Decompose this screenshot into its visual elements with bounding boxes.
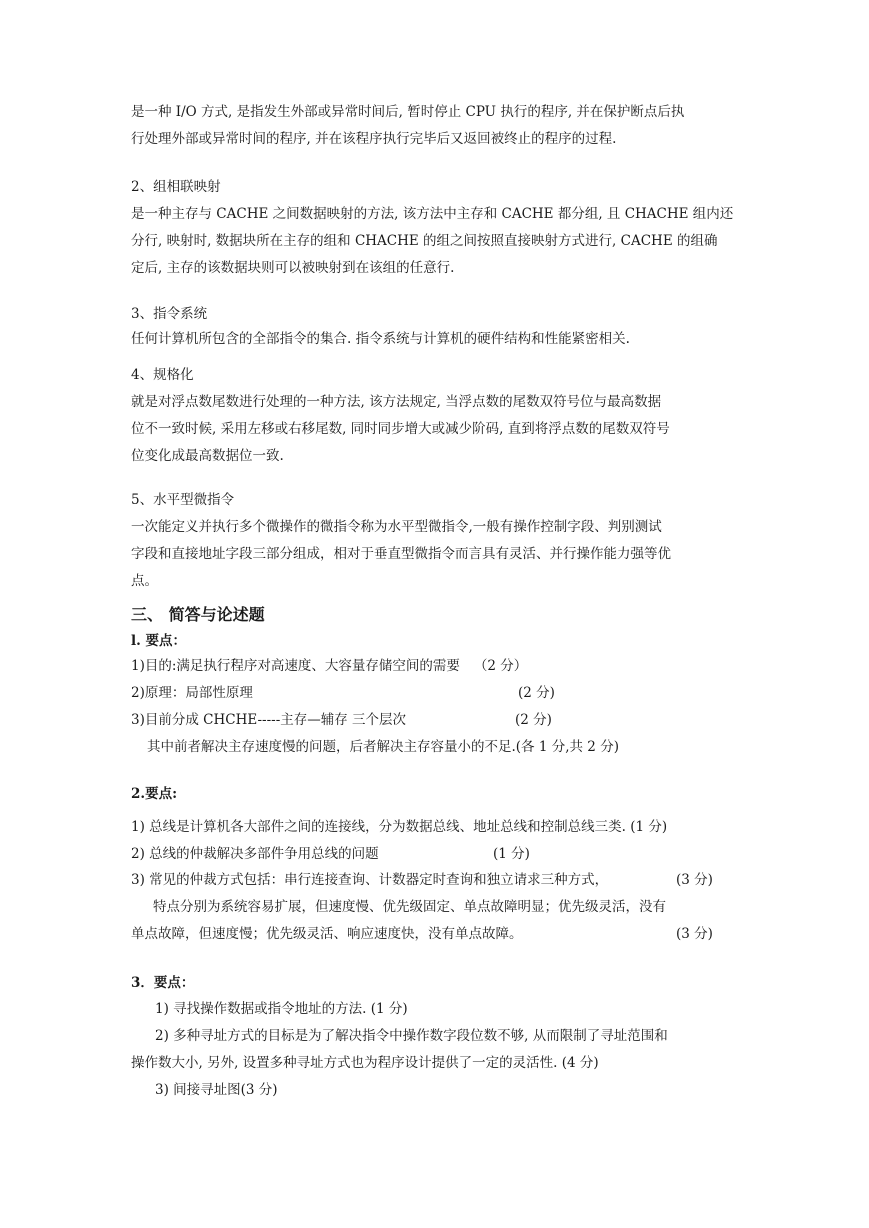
term-title: 5、水平型微指令 [131, 492, 235, 508]
term-line: 定后, 主存的该数据块则可以被映射到在该组的任意行. [131, 260, 455, 276]
term-normalization [131, 362, 741, 470]
term-line: 字段和直接地址字段三部分组成，相对于垂直型微指令而言具有灵活、并行操作能力强等优 [131, 546, 671, 562]
item-text: 2)原理：局部性原理 [131, 685, 253, 701]
intro-line-1: 是一种 I/O 方式, 是指发生外部或异常时间后, 暂时停止 CPU 执行的程序, 并在保护断点后执 [131, 104, 685, 120]
term-title: 2、组相联映射 [131, 179, 221, 195]
section-3 [131, 601, 741, 654]
q1-label: l. 要点： [131, 633, 187, 649]
note-score: (3 分) [676, 926, 713, 942]
item-text: 3) 常见的仲裁方式包括：串行连接查询、计数器定时查询和独立请求三种方式， [131, 872, 609, 888]
q2-note-line-1: 特点分别为系统容易扩展，但速度慢、优先级固定、单点故障明显；优先级灵活，没有 [153, 899, 666, 915]
section-heading: 三、 简答与论述题 [131, 605, 265, 624]
intro-line-2: 行处理外部或异常时间的程序, 并在该程序执行完毕后又返回被终止的程序的过程. [131, 131, 617, 147]
q3-items [131, 996, 741, 1104]
term-group-associative-mapping [131, 174, 741, 282]
term-line: 位变化成最高数据位一致. [131, 448, 284, 464]
q2-label: 2.要点: [131, 786, 178, 802]
term-line: 任何计算机所包含的全部指令的集合. 指令系统与计算机的硬件结构和性能紧密相关. [131, 331, 630, 347]
item-text: 3)目前分成 CHCHE-----主存—辅存 三个层次 [131, 712, 407, 728]
q1-item-3 [131, 707, 741, 734]
q2-note-line-2 [131, 921, 741, 948]
item-score: (2 分) [518, 685, 555, 701]
term-line: 是一种主存与 CACHE 之间数据映射的方法, 该方法中主存和 CACHE 都分组, 且 CHACHE 组内还 [131, 206, 734, 222]
intro-paragraph [131, 99, 741, 153]
q2-items [131, 814, 741, 948]
q2-item-3 [131, 867, 741, 894]
item-text: 2) 总线的仲裁解决多部件争用总线的问题 [131, 846, 379, 862]
term-line: 点。 [131, 573, 158, 589]
q2-item-1: 1) 总线是计算机各大部件之间的连接线，分为数据总线、地址总线和控制总线三类. (1 分) [131, 819, 668, 835]
q3-item-2: 2) 多种寻址方式的目标是为了解决指令中操作数字段位数不够, 从而限制了寻址范围和 [155, 1028, 668, 1044]
item-score: (2 分) [515, 712, 552, 728]
note-text: 单点故障，但速度慢；优先级灵活、响应速度快，没有单点故障。 [131, 926, 523, 942]
q3-label: 3．要点： [131, 975, 195, 991]
q1-item-2 [131, 680, 741, 707]
q3-item-1: 1) 寻找操作数据或指令地址的方法. (1 分) [155, 1001, 408, 1017]
q3-item-2-cont: 操作数大小, 另外, 设置多种寻址方式也为程序设计提供了一定的灵活性. (4 分) [131, 1055, 599, 1071]
item-score: (1 分) [493, 846, 530, 862]
item-score: （2 分） [473, 658, 528, 674]
item-text: 1)目的:满足执行程序对高速度、大容量存储空间的需要 [131, 658, 460, 674]
q2-item-2 [131, 841, 741, 867]
q1-items [131, 653, 741, 761]
q1-note: 其中前者解决主存速度慢的问题，后者解决主存容量小的不足.(各 1 分,共 2 分) [147, 739, 619, 755]
term-line: 位不一致时候, 采用左移或右移尾数, 同时同步增大或减少阶码, 直到将浮点数的尾数双符号 [131, 421, 670, 437]
q3 [131, 970, 741, 997]
q1-item-1 [131, 653, 741, 680]
q2 [131, 781, 741, 808]
term-line: 一次能定义并执行多个微操作的微指令称为水平型微指令,一般有操作控制字段、判别测试 [131, 519, 662, 535]
term-line: 分行, 映射时, 数据块所在主存的组和 CHACHE 的组之间按照直接映射方式进行, CACHE 的组确 [131, 233, 718, 249]
term-title: 4、规格化 [131, 367, 194, 383]
item-score: (3 分) [676, 872, 713, 888]
q3-item-3: 3) 间接寻址图(3 分) [155, 1082, 278, 1098]
term-instruction-set [131, 302, 741, 352]
term-title: 3、指令系统 [131, 306, 208, 322]
term-horizontal-microinstruction [131, 487, 741, 595]
term-line: 就是对浮点数尾数进行处理的一种方法, 该方法规定, 当浮点数的尾数双符号位与最高数据 [131, 394, 662, 410]
